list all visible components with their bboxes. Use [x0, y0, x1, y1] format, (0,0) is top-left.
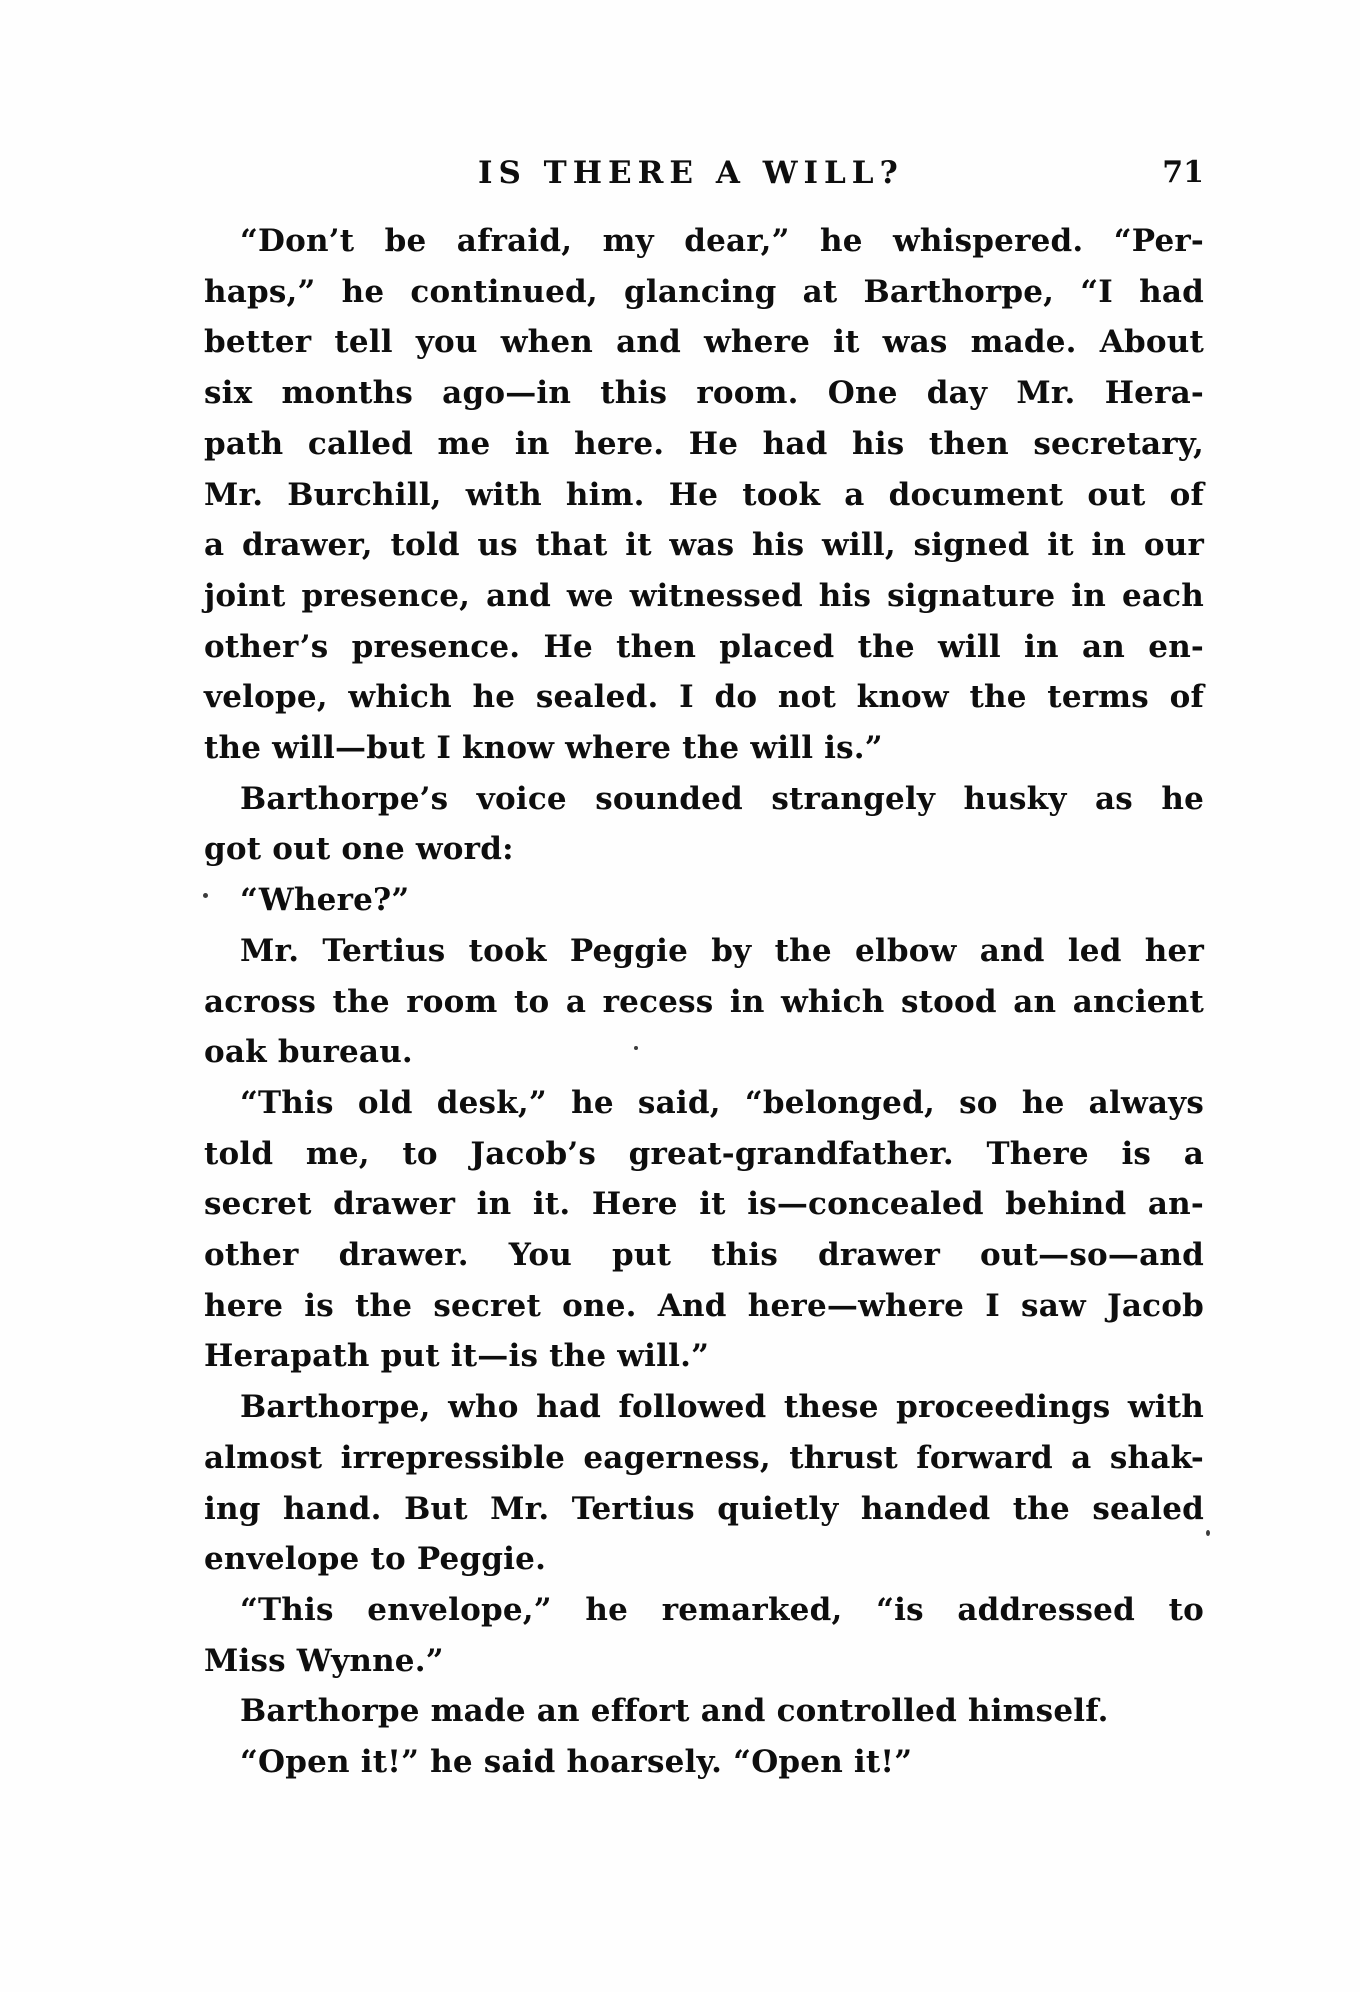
paragraph	[204, 1078, 1204, 1382]
text-line: other’s presence. He then placed the will in an en-	[204, 628, 1204, 665]
text-line: better tell you when and where it was made. About	[204, 324, 1204, 361]
text-line: “This envelope,” he remarked, “is addressed to	[240, 1591, 1204, 1628]
text-line: six months ago—in this room. One day Mr. Hera-	[204, 375, 1204, 412]
paragraph	[204, 774, 1204, 875]
text-line: “Don’t be afraid, my dear,” he whispered. “Per-	[240, 223, 1204, 259]
text-line: oak bureau.	[204, 1034, 413, 1071]
text-line: “This old desk,” he said, “belonged, so he always	[240, 1084, 1204, 1121]
paragraph	[204, 1686, 1204, 1737]
page-title: IS THERE A WILL?	[478, 155, 904, 191]
text-line: Mr. Burchill, with him. He took a document out of	[204, 476, 1204, 513]
page-number: 71	[1162, 155, 1204, 190]
text-line: Herapath put it—is the will.”	[204, 1338, 710, 1375]
text-line: Mr. Tertius took Peggie by the elbow and led her	[240, 932, 1204, 969]
paragraph	[204, 926, 1204, 1078]
text-line: got out one word:	[204, 831, 514, 868]
text-line: told me, to Jacob’s great-grandfather. There is a	[204, 1135, 1204, 1172]
paragraph	[204, 1737, 1204, 1788]
page-body	[204, 216, 1204, 1788]
text-line: haps,” he continued, glancing at Barthorpe, “I had	[204, 273, 1204, 310]
text-line: “Where?”	[240, 882, 410, 919]
text-line: the will—but I know where the will is.”	[204, 730, 883, 767]
text-line: Miss Wynne.”	[204, 1642, 444, 1679]
scan-speck	[1206, 1530, 1210, 1536]
scan-speck	[634, 1046, 638, 1050]
text-line: “Open it!” he said hoarsely. “Open it!”	[240, 1744, 913, 1781]
paragraph	[204, 1382, 1204, 1585]
text-line: joint presence, and we witnessed his signature in each	[204, 577, 1204, 614]
text-line: across the room to a recess in which stood an ancient	[204, 983, 1204, 1020]
text-line: Barthorpe’s voice sounded strangely husky as he	[240, 780, 1204, 817]
text-line: ing hand. But Mr. Tertius quietly handed the sealed	[204, 1490, 1204, 1527]
running-header	[0, 155, 1360, 191]
paragraph	[204, 875, 1204, 926]
scan-speck	[203, 893, 208, 898]
text-line: velope, which he sealed. I do not know the terms of	[204, 679, 1204, 716]
text-line: Barthorpe made an effort and controlled himself.	[240, 1693, 1109, 1730]
paragraph	[204, 1585, 1204, 1686]
text-line: path called me in here. He had his then secretary,	[204, 425, 1204, 462]
text-line: here is the secret one. And here—where I saw Jacob	[204, 1287, 1204, 1324]
text-line: secret drawer in it. Here it is—concealed behind an-	[204, 1186, 1204, 1223]
text-line: Barthorpe, who had followed these proceedings with	[240, 1389, 1204, 1426]
text-line: almost irrepressible eagerness, thrust forward a shak-	[204, 1439, 1204, 1476]
paragraph	[204, 216, 1204, 774]
text-line: a drawer, told us that it was his will, signed it in our	[204, 527, 1204, 564]
text-line: envelope to Peggie.	[204, 1541, 547, 1578]
text-line: other drawer. You put this drawer out—so—and	[204, 1237, 1204, 1274]
